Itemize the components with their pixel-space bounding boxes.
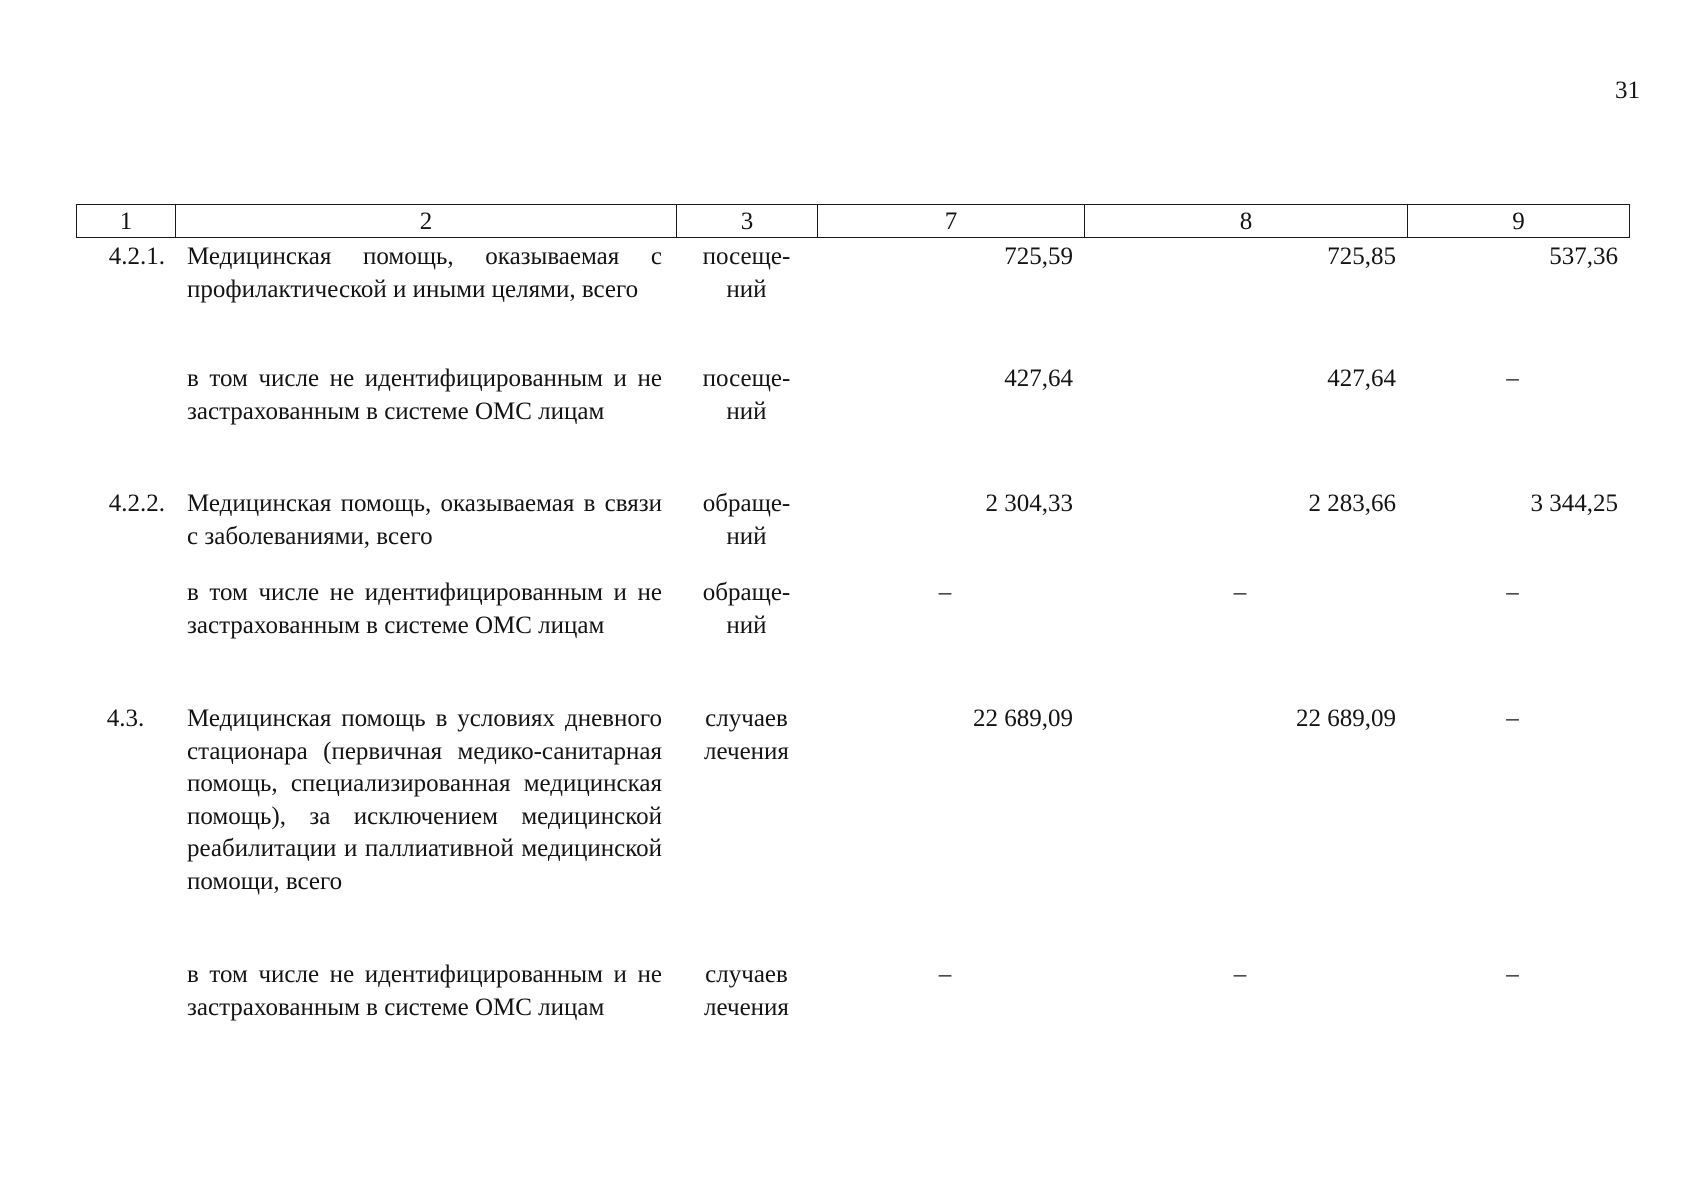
table-body [76,241,1629,1069]
row-unit-line: ний [726,611,767,639]
row-name: Медицинская помощь, оказываемая в связи с заболеваниями, всего [187,490,662,550]
row-value-col9 [1407,363,1629,488]
row-unit [676,703,817,959]
row-unit-line: ний [726,275,767,303]
row-name: в том числе не идентифицированным и не застрахованным в системе ОМС лицам [187,579,662,639]
row-value-col7 [817,577,1084,703]
row-dash: – [1506,705,1519,732]
table-header [76,204,1630,238]
row-value-col9 [1407,703,1629,959]
row-dash: – [1233,961,1247,988]
row-name: в том числе не идентифицированным и не застрахованным в системе ОМС лицам [187,365,662,425]
row-value-col8: 427,64 [1327,365,1396,392]
header-col-3: 3 [677,205,818,238]
header-col-7: 7 [818,205,1085,238]
row-value-col7 [817,959,1084,1069]
row-unit-line: посеще- [702,243,791,270]
row-value-col7: 22 689,09 [973,705,1073,732]
row-unit [676,241,817,363]
row-unit [676,577,817,703]
row-unit [676,363,817,488]
row-unit-line: обраще- [702,579,791,606]
header-col-1: 1 [77,205,176,238]
row-name: Медицинская помощь, оказываемая с профилактической и иными целями, всего [187,243,662,303]
row-unit [676,488,817,577]
table-row [76,241,1629,363]
row-unit-line: ний [726,397,767,425]
header-col-9: 9 [1408,205,1630,238]
row-number: 4.2.1. [108,243,165,270]
row-unit-line: посеще- [702,365,791,392]
row-unit-line: случаев [705,961,788,988]
row-value-col7: 427,64 [1004,365,1073,392]
row-value-col7: 2 304,33 [985,490,1073,517]
row-unit [676,959,817,1069]
row-unit-line: лечения [704,993,789,1021]
row-value-col9: 537,36 [1549,243,1618,270]
row-value-col8: 725,85 [1327,243,1396,270]
row-value-col8 [1084,959,1407,1069]
row-dash: – [1506,365,1519,392]
row-value-col8 [1084,577,1407,703]
header-col-8: 8 [1085,205,1408,238]
header-row [77,205,1630,238]
row-value-col8: 22 689,09 [1296,705,1396,732]
table-row [76,488,1629,577]
row-number [76,363,175,488]
row-number [76,959,175,1069]
header-col-2: 2 [176,205,677,238]
page-number: 31 [1615,77,1640,104]
row-dash: – [1233,579,1247,606]
row-value-col9: 3 344,25 [1530,490,1618,517]
row-name: в том числе не идентифицированным и не застрахованным в системе ОМС лицам [187,961,662,1021]
row-unit-line: обраще- [702,490,791,517]
row-number: 4.2.2. [108,490,165,517]
table-row [76,577,1629,703]
row-value-col8: 2 283,66 [1308,490,1396,517]
row-unit-line: лечения [704,737,789,765]
row-dash: – [1506,961,1519,988]
row-unit-line: ний [726,522,767,550]
row-value-col7: 725,59 [1004,243,1073,270]
row-value-col9 [1407,959,1629,1069]
row-number: 4.3. [106,705,145,732]
row-number [76,577,175,703]
row-name: Медицинская помощь в условиях дневного стационара (первичная медико-санитарная помощь, специализированная медицинская помощь), за исключением медицинской реабилитации и паллиативной медицинской помощи, всего [187,705,662,895]
row-unit-line: случаев [705,705,788,732]
row-value-col9 [1407,577,1629,703]
row-dash: – [938,579,952,606]
row-dash: – [1506,579,1519,606]
table-row [76,703,1629,959]
table-row [76,959,1629,1069]
row-dash: – [938,961,952,988]
table-row [76,363,1629,488]
